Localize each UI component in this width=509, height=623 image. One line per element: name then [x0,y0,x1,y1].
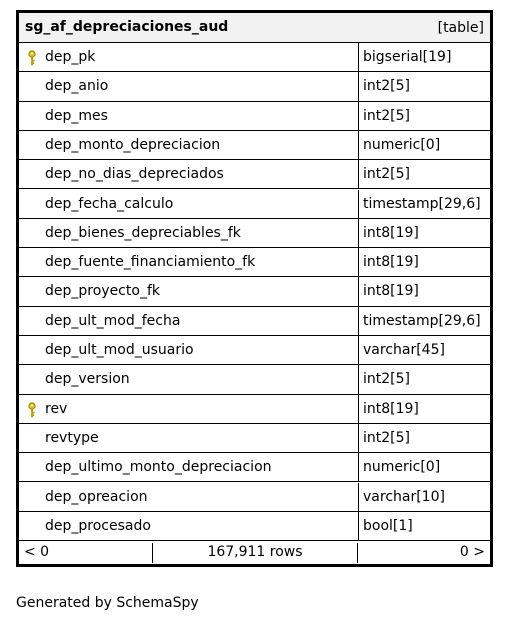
column-name: dep_opreacion [45,488,148,505]
column-row[interactable] [19,483,490,512]
column-name: rev [45,400,68,417]
column-type: int8[19] [363,283,419,300]
column-row[interactable] [19,395,490,424]
column-name: dep_bienes_depreciables_fk [45,224,241,241]
column-name: dep_procesado [45,517,151,534]
column-type: int2[5] [363,371,410,388]
column-name: dep_mes [45,107,108,124]
column-type: numeric[0] [363,136,441,153]
column-row[interactable] [19,453,490,482]
parents-count[interactable]: < 0 [24,544,50,560]
column-name: dep_no_dias_depreciados [45,166,224,183]
column-type: varchar[45] [363,342,445,358]
column-type: numeric[0] [363,459,441,476]
column-type: int2[5] [363,166,410,183]
table-kind: [table] [437,20,484,36]
column-name: dep_ult_mod_usuario [45,342,194,358]
column-name: dep_pk [45,49,96,65]
column-type: int2[5] [363,429,410,446]
column-name: dep_fecha_calculo [45,195,174,212]
column-name: dep_fuente_financiamiento_fk [45,254,256,271]
column-type: timestamp[29,6] [363,195,481,212]
column-type: int8[19] [363,254,419,271]
column-row[interactable] [19,72,490,101]
column-row[interactable] [19,190,490,219]
column-name: dep_version [45,371,130,388]
column-name: dep_ultimo_monto_depreciacion [45,459,272,476]
column-row[interactable] [19,336,490,365]
column-type: int2[5] [363,78,410,95]
column-type: int2[5] [363,107,410,124]
column-name: dep_proyecto_fk [45,283,160,300]
footer-divider [357,543,358,563]
column-name: dep_monto_depreciacion [45,136,221,153]
row-count: 167,911 rows [207,544,303,560]
column-name: dep_ult_mod_fecha [45,312,181,329]
column-row[interactable] [19,512,490,541]
column-type: int8[19] [363,224,419,241]
key-icon [27,50,37,66]
column-type: bool[1] [363,517,413,534]
column-type: timestamp[29,6] [363,312,481,329]
column-type: bigserial[19] [363,49,452,65]
column-row[interactable] [19,365,490,394]
column-row[interactable] [19,219,490,248]
column-type: varchar[10] [363,488,445,505]
column-name-cell [19,395,359,423]
column-type: int8[19] [363,400,419,417]
column-row[interactable] [19,160,490,189]
column-row[interactable] [19,102,490,131]
column-row[interactable] [19,248,490,277]
column-row[interactable] [19,43,490,72]
table-name: sg_af_depreciaciones_aud [25,19,229,35]
table-header [19,13,490,43]
generated-by-label: Generated by SchemaSpy [16,595,199,611]
column-row[interactable] [19,131,490,160]
column-name: revtype [45,429,99,446]
table-entity [16,10,493,567]
key-icon [27,402,37,418]
column-name: dep_anio [45,78,109,95]
column-row[interactable] [19,277,490,306]
children-count[interactable]: 0 > [459,544,485,560]
table-footer [19,541,490,564]
column-row[interactable] [19,424,490,453]
column-row[interactable] [19,307,490,336]
